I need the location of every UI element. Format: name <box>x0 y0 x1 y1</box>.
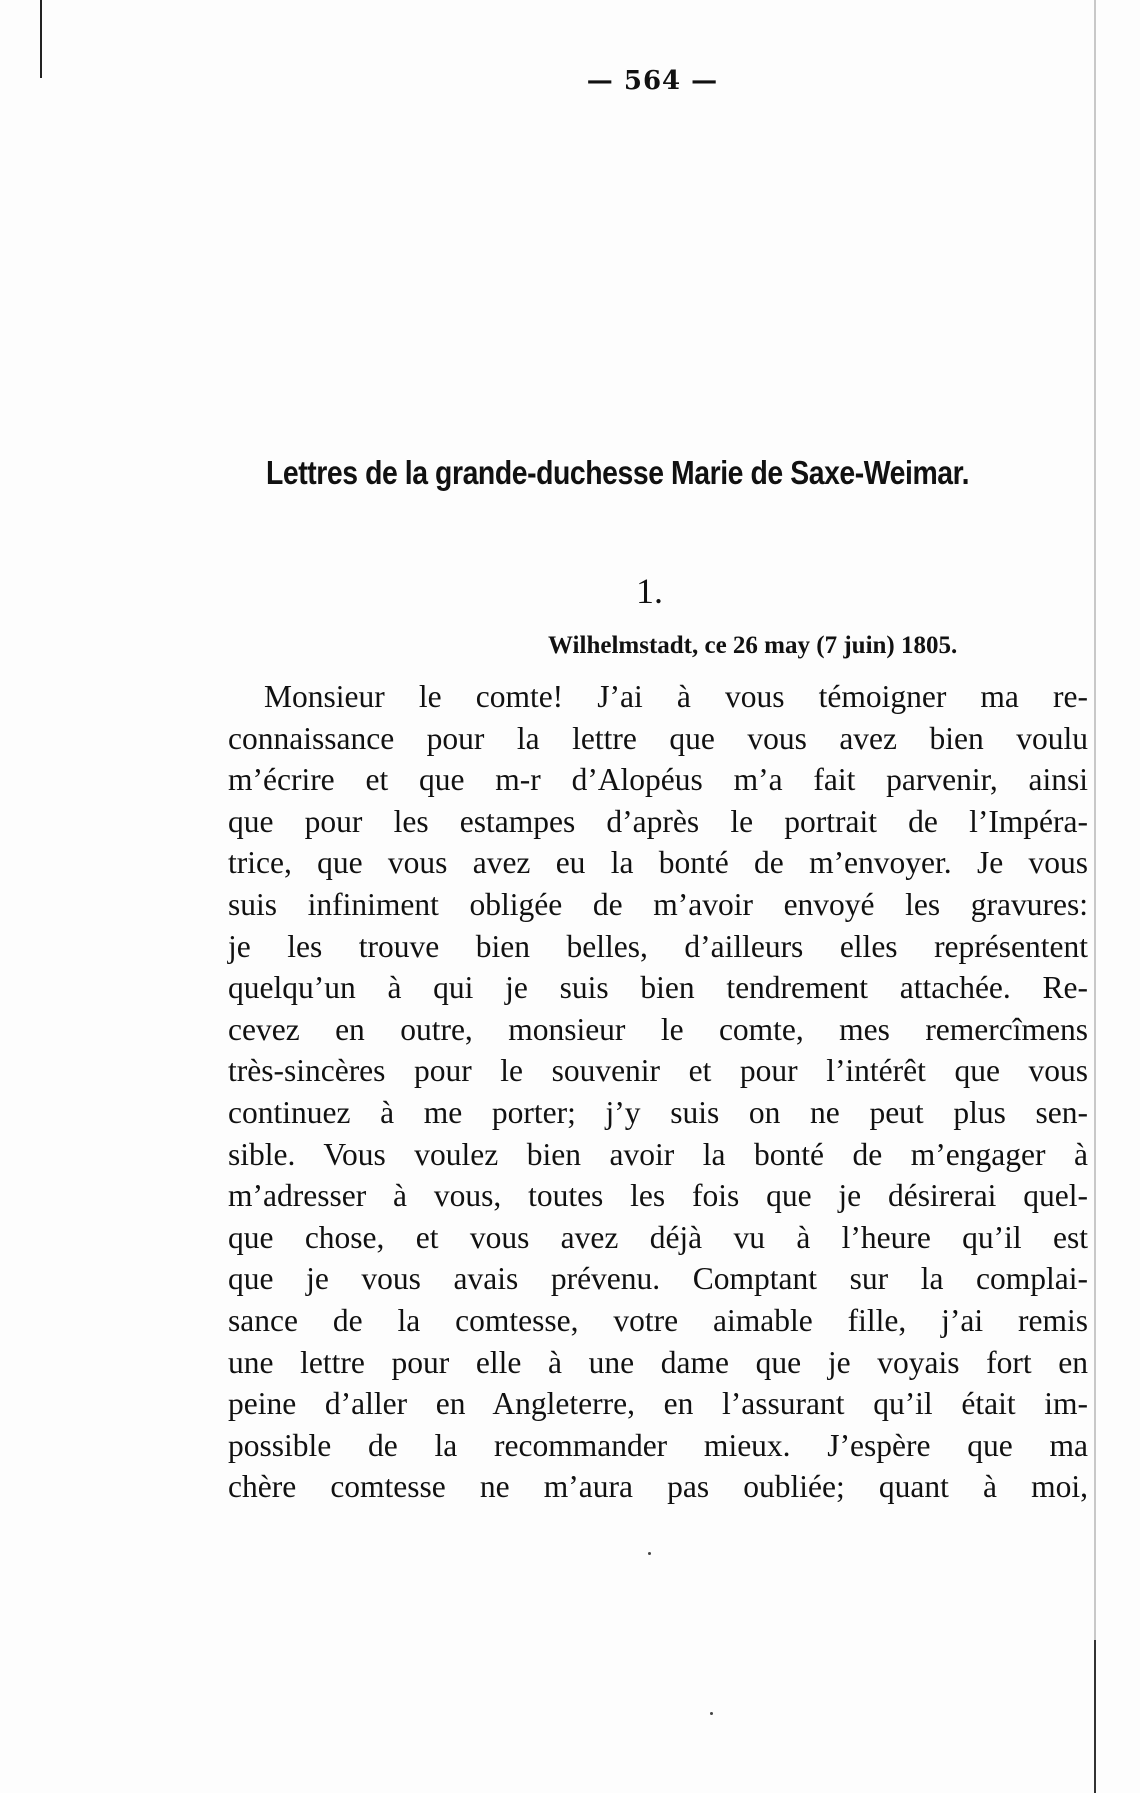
text-line: sible. Vous voulez bien avoir la bonté de m’engager à <box>228 1136 1088 1172</box>
text-line: je les trouve bien belles, d’ailleurs elles représentent <box>228 928 1088 964</box>
text-line: que chose, et vous avez déjà vu à l’heure qu’il est <box>228 1219 1088 1255</box>
dateline: Wilhelmstadt, ce 26 may (7 juin) 1805. <box>548 632 958 659</box>
text-line: une lettre pour elle à une dame que je voyais fort en <box>228 1344 1088 1380</box>
scan-speck <box>710 1712 713 1715</box>
text-line: sance de la comtesse, votre aimable fille, j’ai remis <box>228 1302 1088 1338</box>
text-line: m’adresser à vous, toutes les fois que je désirerai quel- <box>228 1178 1088 1214</box>
scan-edge-line-right <box>1094 0 1096 1793</box>
text-line: que pour les estampes d’après le portrait de l’Impéra- <box>228 803 1088 839</box>
text-line: suis infiniment obligée de m’avoir envoyé les gravures: <box>228 886 1088 922</box>
text-line: connaissance pour la lettre que vous avez bien voulu <box>228 720 1088 756</box>
section-title: Lettres de la grande-duchesse Marie de Saxe-Weimar. <box>266 454 970 491</box>
page-number: — 564 — <box>586 66 719 96</box>
text-line: continuez à me porter; j’y suis on ne peut plus sen- <box>228 1094 1088 1130</box>
text-line: Monsieur le comte! J’ai à vous témoigner ma re- <box>264 679 1088 714</box>
text-line: chère comtesse ne m’aura pas oubliée; quant à moi, <box>228 1469 1088 1505</box>
scan-edge-line-right-dark <box>1094 1640 1096 1793</box>
letter-number: 1. <box>636 571 663 611</box>
text-line: cevez en outre, monsieur le comte, mes remercîmens <box>228 1011 1088 1047</box>
scan-speck <box>648 1552 651 1555</box>
text-line: très-sincères pour le souvenir et pour l’intérêt que vous <box>228 1053 1088 1089</box>
text-line: trice, que vous avez eu la bonté de m’envoyer. Je vous <box>228 845 1088 881</box>
text-line: peine d’aller en Angleterre, en l’assurant qu’il était im- <box>228 1386 1088 1422</box>
letter-body <box>228 676 1088 1508</box>
text-line: m’écrire et que m-r d’Alopéus m’a fait parvenir, ainsi <box>228 762 1088 798</box>
text-line: possible de la recommander mieux. J’espère que ma <box>228 1427 1088 1463</box>
text-line: que je vous avais prévenu. Comptant sur la complai- <box>228 1261 1088 1297</box>
text-line: quelqu’un à qui je suis bien tendrement attachée. Re- <box>228 970 1088 1006</box>
